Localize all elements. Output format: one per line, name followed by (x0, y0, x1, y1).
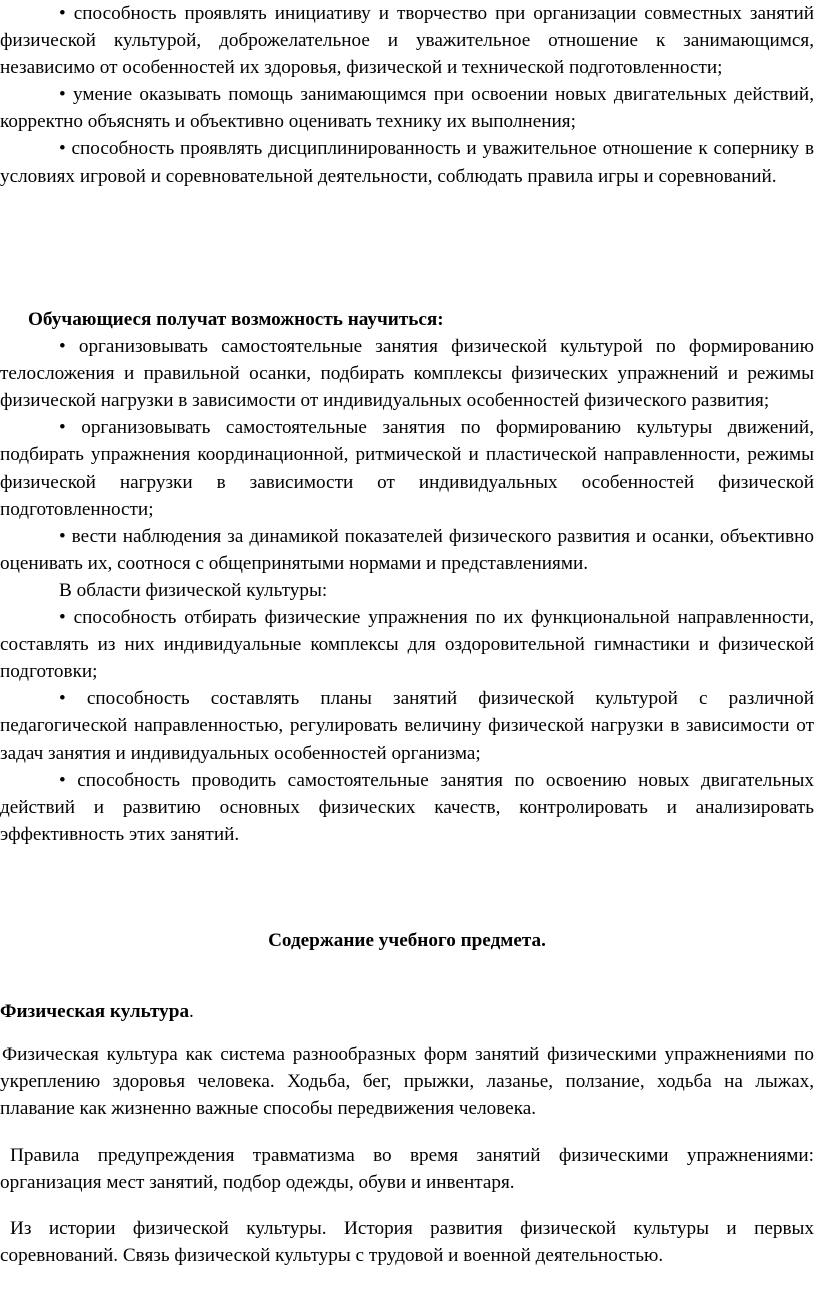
list-item: • способность проявлять инициативу и творчество при организации совместных занятий физической культурой, доброжелательное и уважительное отношение к занимающимся, независимо от особенностей их здоровья, физической и технической подготовленности; (0, 3, 814, 79)
content-heading-block (0, 927, 814, 954)
list-item: • способность проводить самостоятельные занятия по освоению новых двигательных действий и развитию основных физических качеств, контролировать и анализировать эффективность этих занятий. (0, 769, 814, 845)
list-item: • способность составлять планы занятий физической культурой с различной педагогической направленностью, регулировать величину физической нагрузки в зависимости от задач занятия и индивидуальных особенностей организма; (0, 688, 814, 764)
page-title: Содержание учебного предмета. (268, 930, 546, 951)
subsection-heading-dot: . (189, 1001, 194, 1022)
list-item: • организовывать самостоятельные занятия физической культурой по формированию телосложения и правильной осанки, подбирать комплексы физических упражнений и режимы физической нагрузки в зависимости от индивидуальных особенностей физического развития; (0, 336, 814, 412)
list-item: • организовывать самостоятельные занятия по формированию культуры движений, подбирать упражнения координационной, ритмической и пластической направленности, режимы физической нагрузки в зависимости от индивидуальных особенностей физической подготовленности; (0, 417, 814, 520)
competencies-list (0, 0, 814, 190)
pe-heading-block (0, 998, 814, 1025)
list-item: • способность отбирать физические упражнения по их функциональной направленности, составлять из них индивидуальные комплексы для оздоровительной гимнастики и физической подготовки; (0, 607, 814, 683)
pe-paragraph-2 (0, 1142, 814, 1196)
section-heading: Обучающиеся получат возможность научиться: (28, 309, 444, 330)
paragraph: В области физической культуры: (59, 579, 328, 601)
subsection-heading (0, 998, 814, 1025)
learning-opportunities-section (0, 306, 814, 848)
list-item: • умение оказывать помощь занимающимся при освоении новых двигательных действий, корректно объяснять и объективно оценивать технику их выполнения; (0, 84, 814, 133)
paragraph: Правила предупреждения травматизма во время занятий физическими упражнениями: организация мест занятий, подбор одежды, обуви и инвентаря. (0, 1145, 814, 1194)
paragraph: Из истории физической культуры. История развития физической культуры и первых соревнований. Связь физической культуры с трудовой и военной деятельностью. (0, 1218, 814, 1267)
pe-paragraph-1 (0, 1041, 814, 1122)
paragraph: Физическая культура как система разнообразных форм занятий физическими упражнениями по укреплению здоровья человека. Ходьба, бег, прыжки, лазанье, ползание, ходьба на лыжах, плавание как жизненно важные способы передвижения человека. (0, 1044, 814, 1120)
pe-paragraph-3 (0, 1215, 814, 1269)
subsection-heading-text: Физическая культура (0, 1001, 190, 1022)
list-item: • способность проявлять дисциплинированность и уважительное отношение к сопернику в условиях игровой и соревновательной деятельности, соблюдать правила игры и соревнований. (0, 138, 814, 187)
list-item: • вести наблюдения за динамикой показателей физического развития и осанки, объективно оценивать их, соотнося с общепринятыми нормами и представлениями. (0, 525, 814, 574)
